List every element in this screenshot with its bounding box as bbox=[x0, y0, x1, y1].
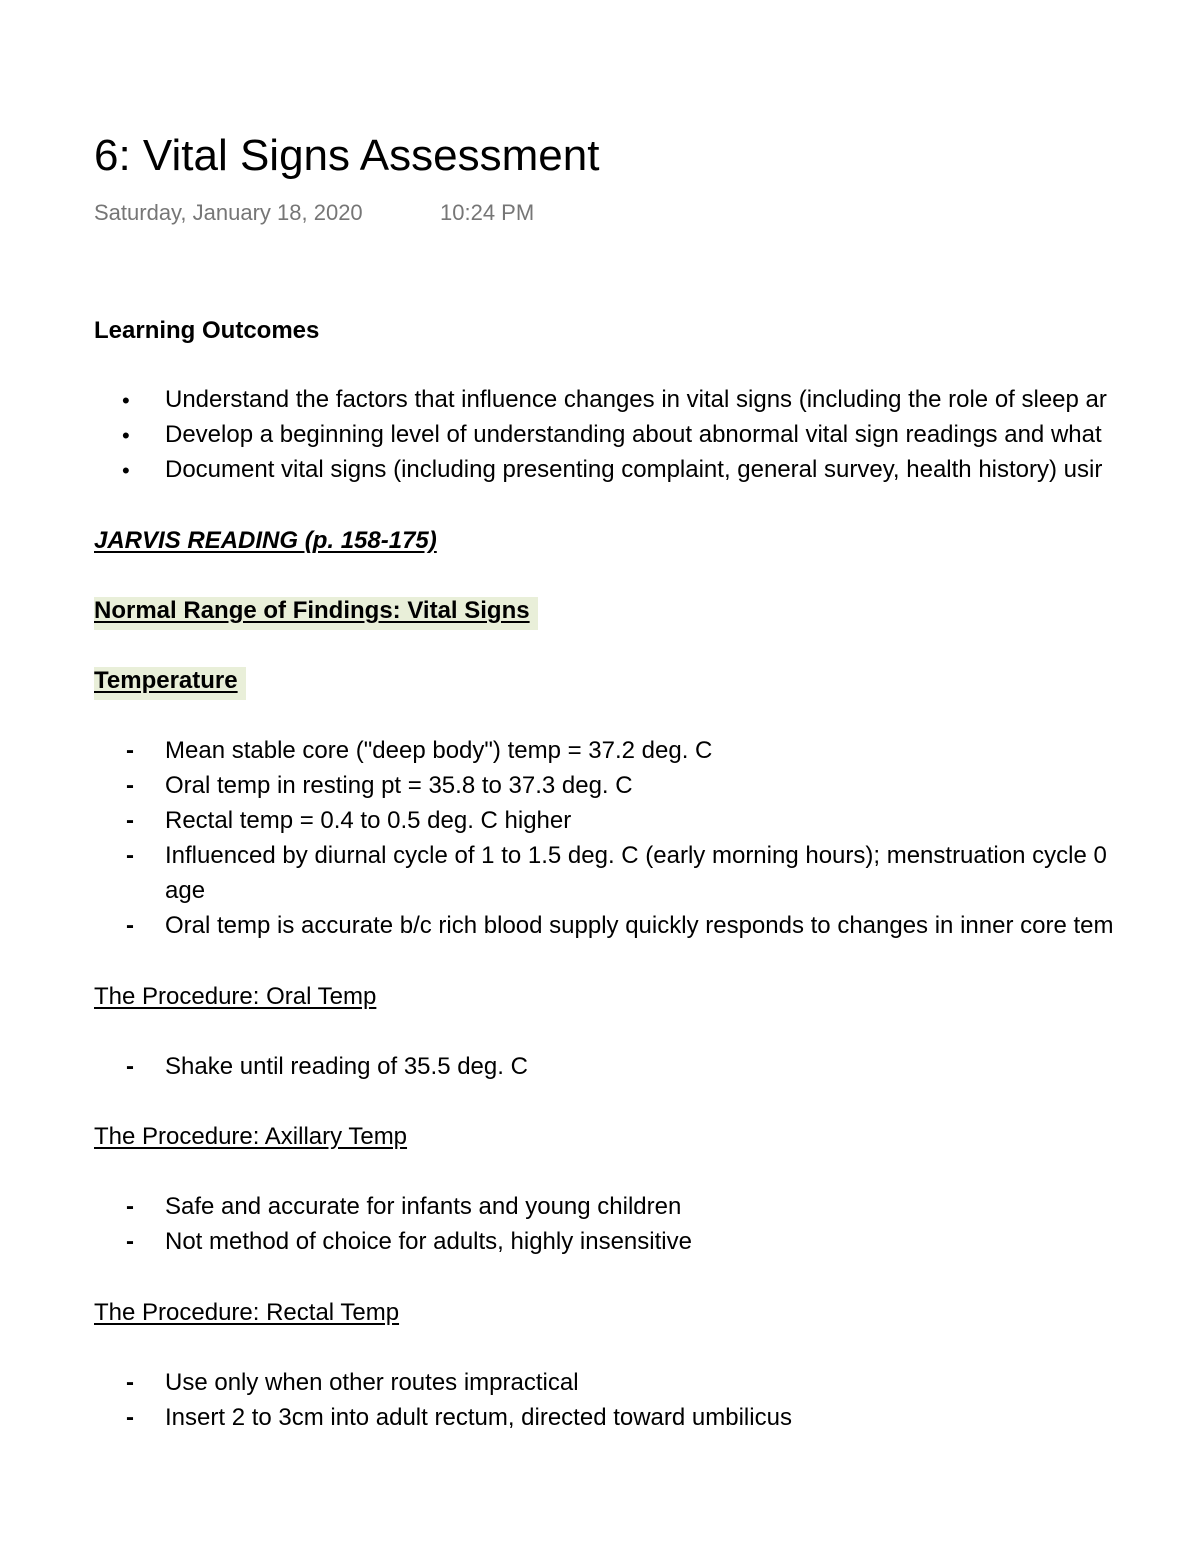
temperature-item-continued: age bbox=[165, 877, 206, 904]
rectal-temp-item: Insert 2 to 3cm into adult rectum, directed toward umbilicus bbox=[165, 1404, 792, 1431]
jarvis-reading-heading: JARVIS READING (p. 158-175) bbox=[94, 527, 437, 554]
learning-outcome-item: Understand the factors that influence changes in vital signs (including the role of sleep ar bbox=[165, 386, 1107, 413]
temperature-item: Mean stable core ("deep body") temp = 37.2 deg. C bbox=[165, 737, 713, 764]
note-time: 10:24 PM bbox=[440, 200, 535, 225]
bullet-dot: • bbox=[122, 423, 130, 448]
note-date: Saturday, January 18, 2020 bbox=[94, 200, 363, 225]
temperature-item: Oral temp in resting pt = 35.8 to 37.3 deg. C bbox=[165, 772, 633, 799]
axillary-temp-item: Not method of choice for adults, highly insensitive bbox=[165, 1228, 692, 1255]
bullet-dash: - bbox=[126, 1193, 134, 1220]
bullet-dash: - bbox=[126, 807, 134, 834]
temperature-item: Influenced by diurnal cycle of 1 to 1.5 deg. C (early morning hours); menstruation cycle 0 bbox=[165, 842, 1107, 869]
learning-outcomes-heading: Learning Outcomes bbox=[94, 317, 320, 344]
note-metadata bbox=[94, 200, 535, 226]
bullet-dash: - bbox=[126, 912, 134, 939]
page-title: 6: Vital Signs Assessment bbox=[94, 131, 600, 180]
temperature-item: Oral temp is accurate b/c rich blood supply quickly responds to changes in inner core tem bbox=[165, 912, 1114, 939]
learning-outcome-item: Document vital signs (including presenting complaint, general survey, health history) usir bbox=[165, 456, 1103, 483]
axillary-temp-item: Safe and accurate for infants and young children bbox=[165, 1193, 682, 1220]
temperature-item: Rectal temp = 0.4 to 0.5 deg. C higher bbox=[165, 807, 572, 834]
bullet-dot: • bbox=[122, 388, 130, 413]
rectal-temp-item: Use only when other routes impractical bbox=[165, 1369, 579, 1396]
bullet-dash: - bbox=[126, 1228, 134, 1255]
normal-range-heading: Normal Range of Findings: Vital Signs bbox=[94, 597, 538, 630]
bullet-dash: - bbox=[126, 842, 134, 869]
bullet-dot: • bbox=[122, 458, 130, 483]
bullet-dash: - bbox=[126, 1053, 134, 1080]
oral-temp-item: Shake until reading of 35.5 deg. C bbox=[165, 1053, 528, 1080]
axillary-temp-heading: The Procedure: Axillary Temp bbox=[94, 1123, 408, 1150]
oral-temp-heading: The Procedure: Oral Temp bbox=[94, 983, 377, 1010]
rectal-temp-heading: The Procedure: Rectal Temp bbox=[94, 1299, 400, 1326]
learning-outcome-item: Develop a beginning level of understanding about abnormal vital sign readings and what bbox=[165, 421, 1102, 448]
bullet-dash: - bbox=[126, 772, 134, 799]
bullet-dash: - bbox=[126, 1369, 134, 1396]
bullet-dash: - bbox=[126, 1404, 134, 1431]
temperature-heading: Temperature bbox=[94, 667, 246, 700]
bullet-dash: - bbox=[126, 737, 134, 764]
